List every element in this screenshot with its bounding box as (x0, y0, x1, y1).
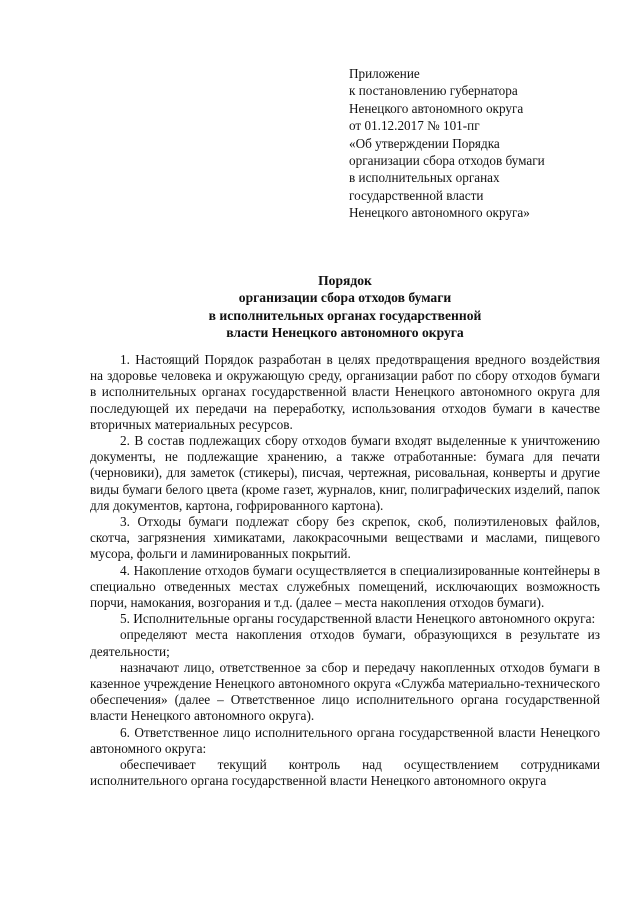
document-title (90, 272, 600, 342)
document-body (90, 352, 600, 789)
appendix-line: к постановлению губернатора (349, 83, 518, 99)
title-line: Порядок (318, 273, 372, 288)
appendix-line: «Об утверждении Порядка (349, 135, 500, 151)
title-line: организации сбора отходов бумаги (238, 290, 452, 306)
title-line: власти Ненецкого автономного округа (226, 325, 464, 341)
paragraph-1: 1. Настоящий Порядок разработан в целях предотвращения вредного воздействия на здоровье человека и окружающую среду, организации работ по сбору отходов бумаги в исполнительных органах государственной власти Ненецкого автономного округа для последующей их передачи на переработку, использования отходов бумаги в качестве вторичных материальных ресурсов. (90, 352, 600, 432)
appendix-line: Ненецкого автономного округа (349, 100, 524, 116)
paragraph-5-item-2: назначают лицо, ответственное за сбор и передачу накопленных отходов бумаги в казенное учреждение Ненецкого автономного округа «Служба материально-технического обеспечения» (далее – Ответственное лицо исполнительного органа государственной власти Ненецкого автономного округа). (90, 659, 600, 724)
paragraph-3: 3. Отходы бумаги подлежат сбору без скрепок, скоб, полиэтиленовых файлов, скотча, загрязнения химикатами, лакокрасочными веществами и маслами, пищевого мусора, фольги и ламинированных покрытий. (90, 514, 600, 562)
appendix-line: от 01.12.2017 № 101-пг (349, 118, 480, 134)
paragraph-2: 2. В состав подлежащих сбору отходов бумаги входят выделенные к уничтожению документы, не подлежащие хранению, а также отработанные: бумага для печати (черновики), для заметок (стикеры), писчая, чертежная, рисовальная, конверты и другие виды бумаги белого цвета (кроме газет, журналов, книг, полиграфических изделий, папок для документов, картона, гофрированного картона). (90, 433, 600, 513)
title-line: в исполнительных органах государственной (208, 307, 482, 323)
appendix-line: в исполнительных органах (349, 170, 500, 186)
paragraph-6: 6. Ответственное лицо исполнительного органа государственной власти Ненецкого автономного округа: (90, 724, 600, 756)
paragraph-5-item-1: определяют места накопления отходов бумаги, образующихся в результате из деятельности; (90, 627, 600, 659)
paragraph-4: 4. Накопление отходов бумаги осуществляется в специализированные контейнеры в специально отведенных местах служебных помещений, исключающих возможность порчи, намокания, возгорания и т.д. (далее – места накопления отходов бумаги). (90, 562, 600, 611)
appendix-line: государственной власти (349, 187, 484, 203)
paragraph-6-item-1: обеспечивает текущий контроль над осуществлением сотрудниками исполнительного органа государственной власти Ненецкого автономного округа (90, 757, 600, 789)
appendix-line: Ненецкого автономного округа» (349, 205, 530, 221)
appendix-line: Приложение (349, 66, 420, 81)
appendix-header (349, 65, 589, 222)
paragraph-5: 5. Исполнительные органы государственной власти Ненецкого автономного округа: (120, 611, 596, 627)
appendix-line: организации сбора отходов бумаги (349, 153, 545, 169)
